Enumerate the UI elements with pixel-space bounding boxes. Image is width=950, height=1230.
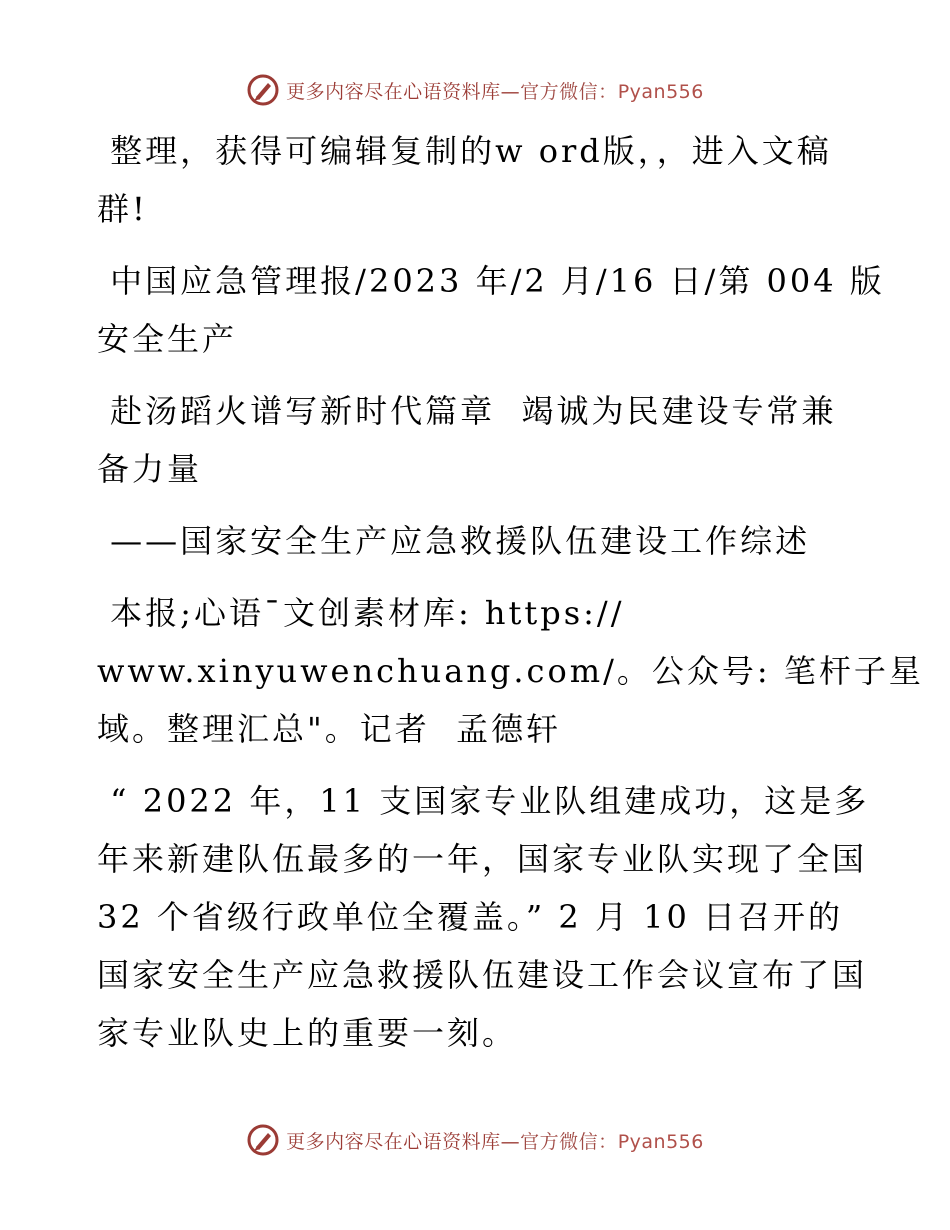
watermark-text bbox=[286, 1127, 704, 1154]
article-title bbox=[97, 382, 857, 498]
text-line: 家专业队史上的重要一刻。 bbox=[97, 1014, 518, 1052]
text-line: 国家安全生产应急救援队伍建设工作会议宣布了国 bbox=[97, 956, 868, 994]
article-subtitle bbox=[97, 512, 857, 570]
text-line: 赴汤蹈火谱写新时代篇章 竭诚为民建设专常兼 bbox=[97, 392, 837, 430]
text-line: 年来新建队伍最多的一年，国家专业队实现了全国 bbox=[97, 840, 868, 878]
text-line: 32 个省级行政单位全覆盖。” 2 月 10 日召开的 bbox=[97, 898, 844, 936]
watermark-wechat-id: Pyan556 bbox=[617, 80, 704, 103]
text-line: “ 2022 年，11 支国家专业队组建成功，这是多 bbox=[97, 782, 870, 820]
paragraph-body bbox=[97, 772, 870, 1062]
pen-logo-icon bbox=[246, 73, 280, 107]
watermark-text bbox=[286, 77, 704, 104]
paragraph-byline bbox=[97, 584, 924, 758]
text-line: ——国家安全生产应急救援队伍建设工作综述 bbox=[97, 522, 811, 560]
text-line: 中国应急管理报/2023 年/2 月/16 日/第 004 版 bbox=[97, 262, 885, 300]
watermark-header bbox=[0, 70, 950, 110]
watermark-separator: — bbox=[500, 1130, 521, 1153]
document-body bbox=[97, 122, 924, 1076]
text-line: 域。整理汇总"。记者 孟德轩 bbox=[97, 710, 562, 748]
watermark-brand: 更多内容尽在心语资料库 bbox=[286, 80, 501, 103]
text-line: 群! bbox=[97, 190, 148, 228]
watermark-wechat-label: 官方微信： bbox=[520, 80, 618, 103]
watermark-separator: — bbox=[500, 80, 521, 103]
text-line: www.xinyuwenchuang.com/。公众号: 笔杆子星 bbox=[97, 652, 924, 690]
text-line: 备力量 bbox=[97, 450, 203, 488]
watermark-footer bbox=[0, 1120, 950, 1160]
text-line: 整理，获得可编辑复制的w ord版，，进入文稿 bbox=[97, 132, 832, 170]
pen-logo-icon bbox=[246, 1123, 280, 1157]
text-line: 安全生产 bbox=[97, 320, 238, 358]
watermark-wechat-id: Pyan556 bbox=[617, 1130, 704, 1153]
text-line: 本报;心语¯文创素材库: https:// bbox=[97, 594, 625, 632]
watermark-wechat-label: 官方微信： bbox=[520, 1130, 618, 1153]
paragraph-source bbox=[97, 252, 885, 368]
paragraph-intro bbox=[97, 122, 857, 238]
watermark-brand: 更多内容尽在心语资料库 bbox=[286, 1130, 501, 1153]
